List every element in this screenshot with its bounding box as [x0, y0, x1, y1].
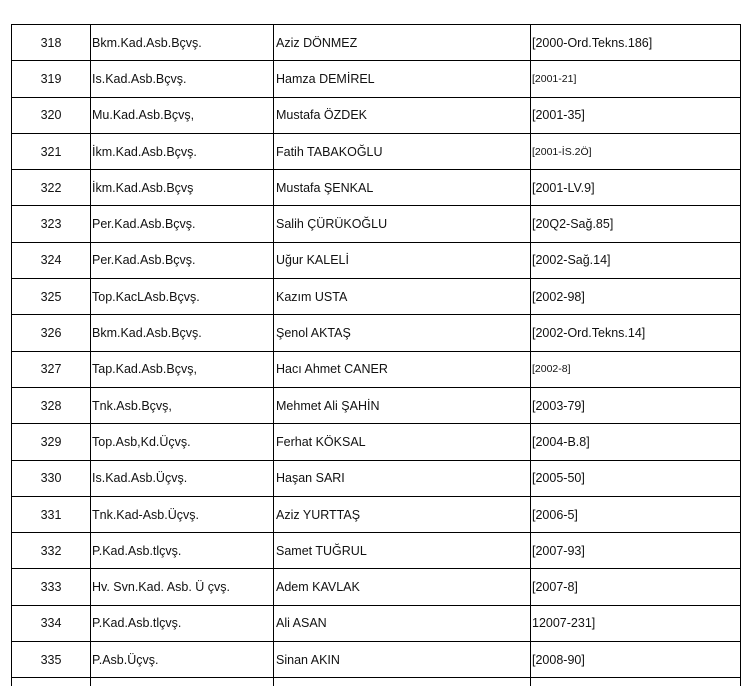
table-row [12, 497, 740, 533]
name-cell: Adem KAVLAK [274, 569, 531, 604]
table-row [12, 98, 740, 134]
row-number: 334 [12, 606, 91, 641]
code-cell: [2000-Ord.Tekns.186] [532, 35, 653, 50]
table-row [12, 606, 740, 642]
table-row [12, 315, 740, 351]
name-cell: Kazım USTA [274, 279, 531, 314]
table-row [12, 279, 740, 315]
code-cell: [2001-LV.9] [532, 180, 595, 195]
table-row [12, 206, 740, 242]
code-cell: [2005-50] [532, 471, 585, 486]
rank-cell: İkm.Kad.Asb.Bçvş [91, 170, 274, 205]
rank-cell: Hv. Svn.Kad. Asb. Ü çvş. [91, 569, 274, 604]
rank-cell: Tnk.Asb.Bçvş, [91, 388, 274, 423]
rank-cell: Tap.Kad.Asb.Bçvş, [91, 352, 274, 387]
rank-cell: Per.Kad.Asb.Bçvş. [91, 243, 274, 278]
row-number: 333 [12, 569, 91, 604]
rank-cell: Top.Asb,Kd.Üçvş. [91, 424, 274, 459]
code-cell: [2007-93] [532, 543, 585, 558]
personnel-table [11, 24, 741, 686]
row-number: 331 [12, 497, 91, 532]
row-number: 321 [12, 134, 91, 169]
row-number: 320 [12, 98, 91, 133]
name-cell: Hacı Ahmet CANER [274, 352, 531, 387]
name-cell: Aziz YURTTAŞ [274, 497, 531, 532]
name-cell: Mustafa ŞENKAL [274, 170, 531, 205]
code-cell: [2001-21] [532, 72, 577, 85]
table-row [12, 533, 740, 569]
name-cell: Sinan AKIN [274, 642, 531, 677]
row-number: 318 [12, 25, 91, 60]
name-cell: Ferhat KÖKSAL [274, 424, 531, 459]
table-row [12, 61, 740, 97]
table-row [12, 461, 740, 497]
name-cell: Ali ASAN [274, 606, 531, 641]
rank-cell: Mu.Kad.Asb.Bçvş, [91, 98, 274, 133]
table-row [12, 642, 740, 678]
row-number-empty [12, 678, 91, 686]
table-row [12, 134, 740, 170]
rank-cell: Bkm.Kad.Asb.Bçvş. [91, 315, 274, 350]
rank-cell: Top.KacLAsb.Bçvş. [91, 279, 274, 314]
table-row [12, 424, 740, 460]
name-cell: Salih ÇÜRÜKOĞLU [274, 206, 531, 241]
table-row [12, 352, 740, 388]
code-cell: [2004-B.8] [532, 434, 590, 449]
row-number: 327 [12, 352, 91, 387]
code-cell: [2008-90] [532, 652, 585, 667]
row-number: 328 [12, 388, 91, 423]
rank-cell: P.Kad.Asb.tlçvş. [91, 533, 274, 568]
code-cell: 12007-231] [532, 616, 596, 631]
rank-cell-empty [91, 678, 274, 686]
name-cell-empty [274, 678, 531, 686]
name-cell: Mehmet Ali ŞAHİN [274, 388, 531, 423]
name-cell: Haşan SARI [274, 461, 531, 496]
rank-cell: Bkm.Kad.Asb.Bçvş. [91, 25, 274, 60]
name-cell: Fatih TABAKOĞLU [274, 134, 531, 169]
table-row-partial [12, 678, 740, 686]
code-cell: [2003-79] [532, 398, 585, 413]
name-cell: Samet TUĞRUL [274, 533, 531, 568]
rank-cell: İkm.Kad.Asb.Bçvş. [91, 134, 274, 169]
table-row [12, 25, 740, 61]
table-row [12, 388, 740, 424]
code-cell: [20Q2-Sağ.85] [532, 217, 614, 232]
rank-cell: P.Kad.Asb.tlçvş. [91, 606, 274, 641]
code-cell: [2002-Ord.Tekns.14] [532, 326, 646, 341]
row-number: 323 [12, 206, 91, 241]
row-number: 332 [12, 533, 91, 568]
name-cell: Hamza DEMİREL [274, 61, 531, 96]
code-cell: [2002-Sağ.14] [532, 253, 611, 268]
row-number: 325 [12, 279, 91, 314]
row-number: 326 [12, 315, 91, 350]
row-number: 335 [12, 642, 91, 677]
rank-cell: Is.Kad.Asb.Bçvş. [91, 61, 274, 96]
code-cell: [2001-35] [532, 108, 585, 123]
row-number: 329 [12, 424, 91, 459]
rank-cell: Tnk.Kad-Asb.Üçvş. [91, 497, 274, 532]
code-cell-empty [531, 678, 740, 686]
code-cell: [2002-8] [532, 363, 571, 376]
code-cell: [2007-8] [532, 580, 578, 595]
code-cell: [2001-İS.2Ö] [532, 145, 592, 158]
row-number: 322 [12, 170, 91, 205]
row-number: 324 [12, 243, 91, 278]
table-row [12, 569, 740, 605]
name-cell: Mustafa ÖZDEK [274, 98, 531, 133]
code-cell: [2006-5] [532, 507, 578, 522]
rank-cell: Per.Kad.Asb.Bçvş. [91, 206, 274, 241]
table-row [12, 243, 740, 279]
table-row [12, 170, 740, 206]
name-cell: Uğur KALELİ [274, 243, 531, 278]
name-cell: Şenol AKTAŞ [274, 315, 531, 350]
code-cell: [2002-98] [532, 289, 585, 304]
rank-cell: P.Asb.Üçvş. [91, 642, 274, 677]
row-number: 330 [12, 461, 91, 496]
rank-cell: Is.Kad.Asb.Üçvş. [91, 461, 274, 496]
name-cell: Aziz DÖNMEZ [274, 25, 531, 60]
row-number: 319 [12, 61, 91, 96]
